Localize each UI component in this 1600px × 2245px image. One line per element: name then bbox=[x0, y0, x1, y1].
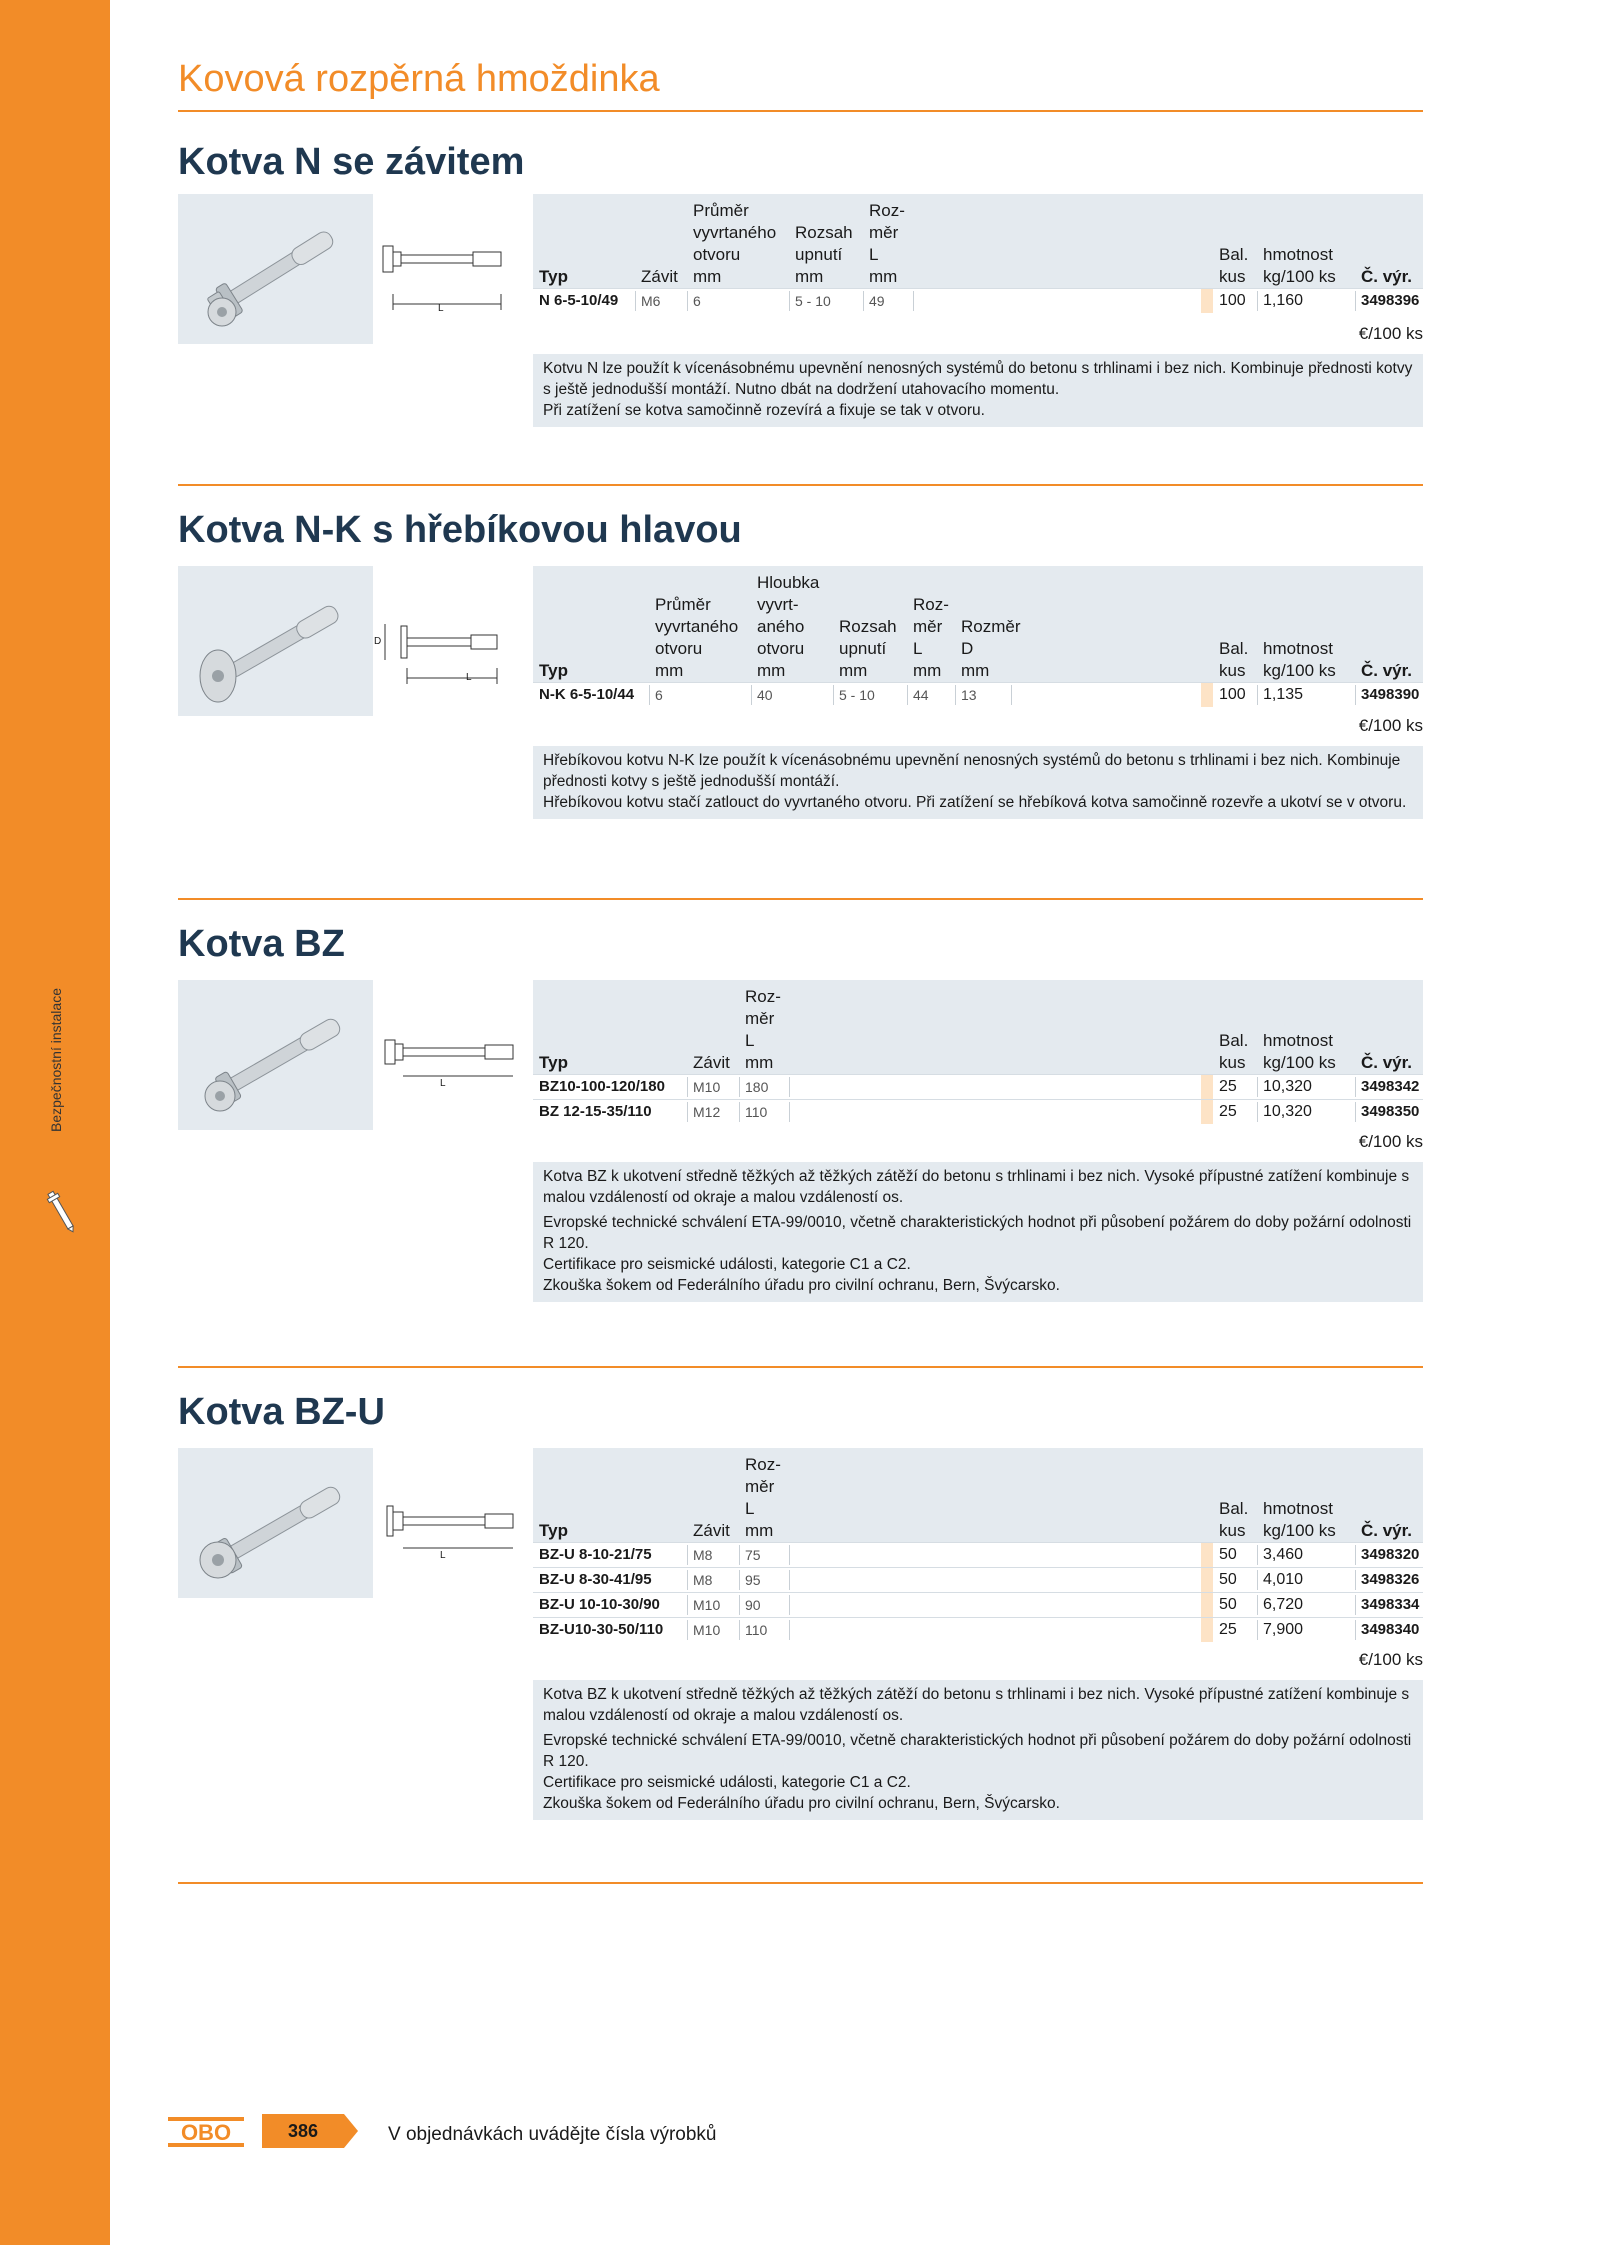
anchor-bolt-icon bbox=[46, 1186, 76, 1236]
section-rule bbox=[178, 1882, 1423, 1884]
header-typ: Typ bbox=[539, 267, 568, 286]
price-label: €/100 ks bbox=[1358, 1132, 1423, 1151]
cell-bal: 25 bbox=[1219, 1621, 1237, 1638]
technical-drawing bbox=[373, 194, 533, 344]
title-rule bbox=[178, 110, 1423, 112]
product-description bbox=[533, 1162, 1423, 1302]
header-c-vyr: Č. výr. bbox=[1361, 661, 1413, 680]
cell-zavit: M8 bbox=[693, 1547, 713, 1563]
header-typ: Typ bbox=[539, 661, 568, 680]
table-header bbox=[533, 1448, 1423, 1542]
cell-c-vyr: 3498334 bbox=[1361, 1596, 1420, 1613]
page-number: 386 bbox=[262, 2114, 344, 2148]
table-row bbox=[533, 1617, 1423, 1642]
dim-label-L: L bbox=[438, 303, 444, 314]
header-rozmer-d: Rozměr D mm bbox=[961, 617, 1021, 680]
product-photo bbox=[178, 980, 373, 1130]
cell-typ: N 6-5-10/49 bbox=[539, 292, 619, 309]
table-row bbox=[533, 1592, 1423, 1617]
description-paragraph: Kotva BZ k ukotvení středně těžkých až těžkých zátěží do betonu s trhlinami i bez nich. Vysoké přípustné zatížení kombinuje s malou vzdáleností od okraje a malou vzdáleností os. bbox=[543, 1168, 1410, 1206]
section-kotva-nk bbox=[178, 506, 1423, 811]
product-description bbox=[533, 1680, 1423, 1820]
obo-logo bbox=[168, 2117, 244, 2147]
cell-c-vyr: 3498342 bbox=[1361, 1078, 1420, 1095]
cell-hmotnost: 10,320 bbox=[1263, 1078, 1312, 1095]
cell-typ: BZ 12-15-35/110 bbox=[539, 1103, 652, 1120]
spec-table bbox=[533, 194, 1423, 313]
cell-hloubka: 40 bbox=[757, 687, 773, 703]
sidebar-label: Bezpečnostní instalace bbox=[48, 988, 64, 1132]
cell-c-vyr: 3498390 bbox=[1361, 686, 1420, 703]
cell-hmotnost: 3,460 bbox=[1263, 1546, 1304, 1563]
page-arrow-icon bbox=[344, 2114, 358, 2148]
header-hmotnost: hmotnost kg/100 ks bbox=[1263, 639, 1336, 680]
section-kotva-n bbox=[178, 138, 1423, 419]
header-hloubka: Hloubka vyvrt- aného otvoru mm bbox=[757, 573, 820, 680]
cell-hmotnost: 6,720 bbox=[1263, 1596, 1304, 1613]
cell-typ: BZ-U 8-10-21/75 bbox=[539, 1546, 652, 1563]
cell-c-vyr: 3498350 bbox=[1361, 1103, 1420, 1120]
product-description bbox=[533, 746, 1423, 819]
technical-drawing bbox=[373, 1448, 533, 1598]
footer-text: V objednávkách uvádějte čísla výrobků bbox=[388, 2124, 717, 2145]
cell-hmotnost: 4,010 bbox=[1263, 1571, 1304, 1588]
spec-table bbox=[533, 980, 1423, 1124]
technical-drawing bbox=[373, 566, 533, 716]
logo-text: OBO bbox=[180, 2120, 232, 2145]
cell-zavit: M6 bbox=[641, 293, 661, 309]
cell-typ: N-K 6-5-10/44 bbox=[539, 686, 635, 703]
cell-rozmer-l: 49 bbox=[869, 293, 885, 309]
header-c-vyr: Č. výr. bbox=[1361, 267, 1413, 286]
cell-typ: BZ-U 10-10-30/90 bbox=[539, 1596, 660, 1613]
cell-prumer: 6 bbox=[655, 687, 663, 703]
table-row bbox=[533, 1074, 1423, 1099]
table-header bbox=[533, 566, 1423, 682]
table-row bbox=[533, 1099, 1423, 1124]
dim-label-L: L bbox=[440, 1550, 446, 1561]
cell-rozmer-l: 90 bbox=[745, 1597, 761, 1613]
cell-rozmer-l: 75 bbox=[745, 1547, 761, 1563]
product-photo bbox=[178, 194, 373, 344]
cell-hmotnost: 1,135 bbox=[1263, 686, 1304, 703]
header-hmotnost: hmotnost kg/100 ks bbox=[1263, 1499, 1336, 1540]
cell-bal: 100 bbox=[1219, 292, 1246, 309]
section-kotva-bz bbox=[178, 920, 1423, 1294]
price-label: €/100 ks bbox=[1358, 716, 1423, 735]
section-title: Kotva BZ bbox=[178, 923, 345, 965]
description-paragraph: Evropské technické schválení ETA-99/0010, včetně charakteristických hodnot při působení požárem do doby požární odolnosti R 120. Certifikace pro seismické události, kategorie C1 a C2. Zkouška šokem od Federálního úřadu pro civilní ochranu, Bern, Švýcarsko. bbox=[543, 1214, 1412, 1294]
table-row bbox=[533, 1542, 1423, 1567]
table-header bbox=[533, 194, 1423, 288]
price-label: €/100 ks bbox=[1358, 1650, 1423, 1669]
cell-rozmer-l: 44 bbox=[913, 687, 929, 703]
dim-label-D: D bbox=[374, 636, 382, 647]
cell-c-vyr: 3498340 bbox=[1361, 1621, 1420, 1638]
cell-zavit: M12 bbox=[693, 1104, 721, 1120]
header-c-vyr: Č. výr. bbox=[1361, 1521, 1413, 1540]
cell-rozmer-l: 95 bbox=[745, 1572, 761, 1588]
header-zavit: Závit bbox=[693, 1521, 730, 1540]
table-header bbox=[533, 980, 1423, 1074]
header-bal: Bal. kus bbox=[1219, 639, 1249, 680]
spec-table bbox=[533, 566, 1423, 707]
cell-zavit: M8 bbox=[693, 1572, 713, 1588]
table-row bbox=[533, 682, 1423, 707]
cell-bal: 50 bbox=[1219, 1546, 1237, 1563]
cell-prumer: 6 bbox=[693, 293, 701, 309]
header-rozmer-l: Roz- měr L mm bbox=[745, 1455, 781, 1540]
cell-c-vyr: 3498320 bbox=[1361, 1546, 1420, 1563]
description-paragraph: Evropské technické schválení ETA-99/0010, včetně charakteristických hodnot při působení požárem do doby požární odolnosti R 120. Certifikace pro seismické události, kategorie C1 a C2. Zkouška šokem od Federálního úřadu pro civilní ochranu, Bern, Švýcarsko. bbox=[543, 1732, 1412, 1812]
cell-bal: 100 bbox=[1219, 686, 1246, 703]
cell-rozmer-l: 110 bbox=[745, 1104, 768, 1120]
table-row bbox=[533, 1567, 1423, 1592]
cell-bal: 25 bbox=[1219, 1078, 1237, 1095]
product-photo bbox=[178, 566, 373, 716]
table-row bbox=[533, 288, 1423, 313]
product-photo bbox=[178, 1448, 373, 1598]
cell-hmotnost: 1,160 bbox=[1263, 292, 1304, 309]
section-title: Kotva N se závitem bbox=[178, 141, 525, 183]
technical-drawing bbox=[373, 980, 533, 1130]
cell-typ: BZ10-100-120/180 bbox=[539, 1078, 665, 1095]
dim-label-L: L bbox=[466, 672, 472, 683]
cell-c-vyr: 3498396 bbox=[1361, 292, 1420, 309]
price-label: €/100 ks bbox=[1358, 324, 1423, 343]
header-rozmer-l: Roz- měr L mm bbox=[745, 987, 781, 1072]
description-paragraph: Hřebíkovou kotvu N-K lze použít k vícenásobnému upevnění nenosných systémů do betonu s trhlinami i bez nich. Kombinuje přednosti kotvy s ještě jednodušší montáží. Hřebíkovou kotvu stačí zatlouct do vyvrtaného otvoru. Při zatížení se hřebíková kotva samočinně rozevře a ukotví se v otvoru. bbox=[543, 752, 1407, 811]
page-title: Kovová rozpěrná hmoždinka bbox=[178, 58, 660, 100]
header-bal: Bal. kus bbox=[1219, 245, 1249, 286]
cell-typ: BZ-U10-30-50/110 bbox=[539, 1621, 664, 1638]
header-typ: Typ bbox=[539, 1521, 568, 1540]
cell-zavit: M10 bbox=[693, 1622, 721, 1638]
cell-typ: BZ-U 8-30-41/95 bbox=[539, 1571, 652, 1588]
header-zavit: Závit bbox=[693, 1053, 730, 1072]
header-bal: Bal. kus bbox=[1219, 1499, 1249, 1540]
section-rule bbox=[178, 484, 1423, 486]
header-rozmer-l: Roz- měr L mm bbox=[913, 595, 949, 680]
cell-hmotnost: 7,900 bbox=[1263, 1621, 1304, 1638]
description-paragraph: Kotvu N lze použít k vícenásobnému upevnění nenosných systémů do betonu s trhlinami i bez nich. Kombinuje přednosti kotvy s ještě jednodušší montáží. Nutno dbát na dodržení utahovacího momentu. Při zatížení se kotva samočinně rozevírá a fixuje se tak v otvoru. bbox=[543, 360, 1413, 419]
cell-zavit: M10 bbox=[693, 1079, 721, 1095]
header-hmotnost: hmotnost kg/100 ks bbox=[1263, 1031, 1336, 1072]
section-title: Kotva BZ-U bbox=[178, 1391, 385, 1433]
header-zavit: Závit bbox=[641, 267, 678, 286]
header-c-vyr: Č. výr. bbox=[1361, 1053, 1413, 1072]
cell-rozmer-l: 110 bbox=[745, 1622, 768, 1638]
product-description bbox=[533, 354, 1423, 427]
header-hmotnost: hmotnost kg/100 ks bbox=[1263, 245, 1336, 286]
cell-zavit: M10 bbox=[693, 1597, 721, 1613]
cell-bal: 50 bbox=[1219, 1596, 1237, 1613]
section-title: Kotva N-K s hřebíkovou hlavou bbox=[178, 509, 742, 551]
cell-bal: 25 bbox=[1219, 1103, 1237, 1120]
cell-rozmer-d: 13 bbox=[961, 687, 977, 703]
section-rule bbox=[178, 898, 1423, 900]
cell-hmotnost: 10,320 bbox=[1263, 1103, 1312, 1120]
cell-rozsah: 5 - 10 bbox=[839, 687, 875, 703]
header-prumer: Průměr vyvrtaného otvoru mm bbox=[693, 201, 777, 286]
header-rozmer-l: Roz- měr L mm bbox=[869, 201, 905, 286]
header-rozsah: Rozsah upnutí mm bbox=[795, 223, 853, 286]
header-rozsah: Rozsah upnutí mm bbox=[839, 617, 897, 680]
dim-label-L: L bbox=[440, 1078, 446, 1089]
description-paragraph: Kotva BZ k ukotvení středně těžkých až těžkých zátěží do betonu s trhlinami i bez nich. Vysoké přípustné zatížení kombinuje s malou vzdáleností od okraje a malou vzdáleností os. bbox=[543, 1686, 1410, 1724]
header-prumer: Průměr vyvrtaného otvoru mm bbox=[655, 595, 739, 680]
cell-rozsah: 5 - 10 bbox=[795, 293, 831, 309]
section-rule bbox=[178, 1366, 1423, 1368]
cell-c-vyr: 3498326 bbox=[1361, 1571, 1420, 1588]
cell-rozmer-l: 180 bbox=[745, 1079, 769, 1095]
header-bal: Bal. kus bbox=[1219, 1031, 1249, 1072]
header-typ: Typ bbox=[539, 1053, 568, 1072]
section-kotva-bz-u bbox=[178, 1388, 1423, 1812]
spec-table bbox=[533, 1448, 1423, 1642]
cell-bal: 50 bbox=[1219, 1571, 1237, 1588]
